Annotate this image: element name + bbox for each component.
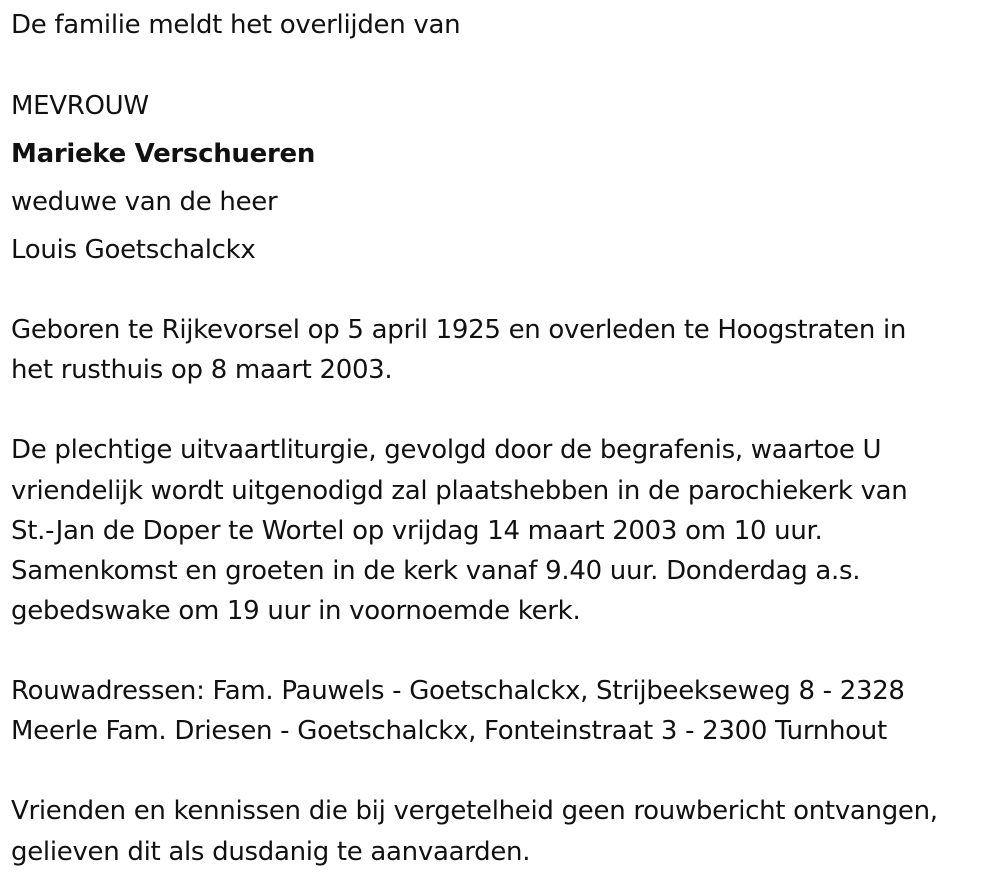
intro-line: De familie meldt het overlijden van — [11, 10, 461, 40]
funeral-line: St.-Jan de Doper te Wortel op vrijdag 14 maart 2003 om 10 uur. — [11, 516, 823, 546]
spouse-name: Louis Goetschalckx — [11, 235, 256, 265]
birth-death-line: Geboren te Rijkevorsel op 5 april 1925 en overleden te Hoogstraten in — [11, 315, 907, 345]
funeral-line: Samenkomst en groeten in de kerk vanaf 9.40 uur. Donderdag a.s. — [11, 556, 861, 586]
closing-line: gelieven dit als dusdanig te aanvaarden. — [11, 837, 531, 867]
honorific-title: MEVROUW — [11, 91, 149, 121]
funeral-line: gebedswake om 19 uur in voornoemde kerk. — [11, 596, 581, 626]
deceased-name: Marieke Verschueren — [11, 139, 316, 169]
address-line: Rouwadressen: Fam. Pauwels - Goetschalckx, Strijbeekseweg 8 - 2328 — [11, 676, 905, 706]
address-line: Meerle Fam. Driesen - Goetschalckx, Fonteinstraat 3 - 2300 Turnhout — [11, 716, 887, 746]
funeral-line: De plechtige uitvaartliturgie, gevolgd door de begrafenis, waartoe U — [11, 435, 882, 465]
birth-death-line: het rusthuis op 8 maart 2003. — [11, 355, 393, 385]
closing-line: Vrienden en kennissen die bij vergetelheid geen rouwbericht ontvangen, — [11, 796, 938, 826]
relation-line: weduwe van de heer — [11, 187, 278, 217]
funeral-line: vriendelijk wordt uitgenodigd zal plaatshebben in de parochiekerk van — [11, 476, 908, 506]
